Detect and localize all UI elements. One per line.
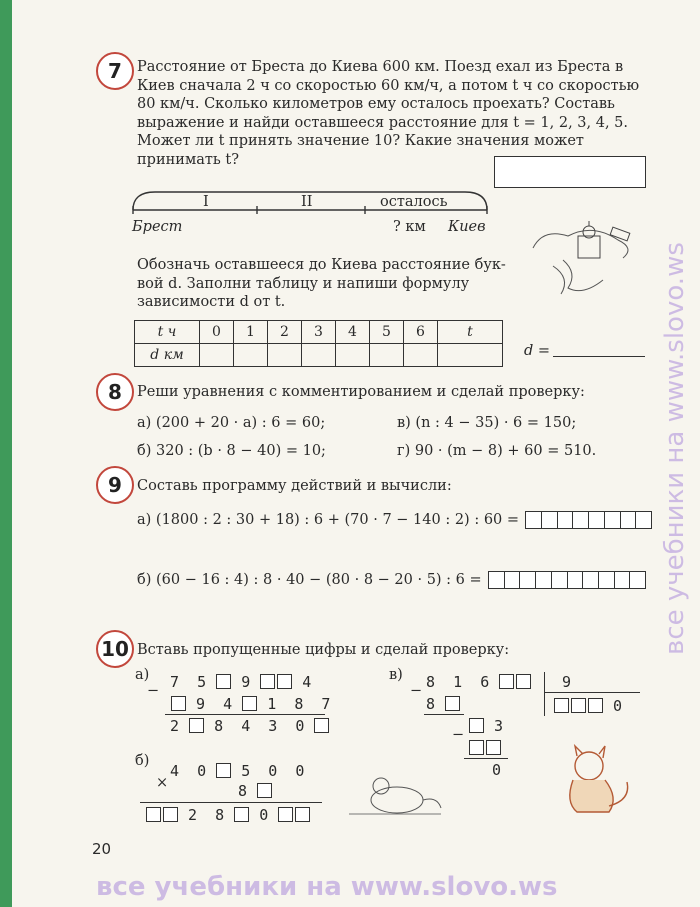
digit: 1 bbox=[453, 673, 463, 691]
missing-digit-box[interactable] bbox=[216, 763, 231, 778]
digit: 6 bbox=[480, 673, 490, 691]
digit: 4 bbox=[302, 673, 312, 691]
missing-digit-box[interactable] bbox=[445, 696, 460, 711]
task-8-title: Реши уравнения с комментированием и сделай проверку: bbox=[137, 384, 585, 400]
task-8-number: 8 bbox=[96, 373, 134, 411]
unknown-distance: ? км bbox=[393, 219, 426, 235]
part-v-label: в) bbox=[389, 667, 403, 683]
division-step-2 bbox=[468, 717, 503, 735]
digit: 8 bbox=[426, 673, 436, 691]
table-input-cell[interactable] bbox=[302, 344, 336, 367]
segment-label-remaining: осталось bbox=[380, 194, 448, 210]
digit: 1 bbox=[267, 695, 277, 713]
table-input-cell[interactable] bbox=[404, 344, 438, 367]
task-10-number: 10 bbox=[96, 630, 134, 668]
subtraction-result bbox=[170, 717, 330, 735]
equation-b: б) 320 : (b · 8 − 40) = 10; bbox=[137, 443, 326, 459]
table-cell: 0 bbox=[200, 321, 234, 344]
task-7-answer-box[interactable] bbox=[494, 156, 646, 188]
part-a-label: а) bbox=[135, 667, 150, 683]
expression-b-text: б) (60 − 16 : 4) : 8 · 40 − (80 · 8 − 20 · 5) : 6 = bbox=[137, 572, 482, 588]
division-bracket-horizontal bbox=[544, 692, 640, 693]
division-line-1 bbox=[424, 714, 464, 715]
missing-digit-box[interactable] bbox=[469, 718, 484, 733]
missing-digit-box[interactable] bbox=[278, 807, 293, 822]
digit: 8 bbox=[238, 782, 248, 800]
digit: 4 bbox=[241, 717, 251, 735]
task-7-line: вой d. Заполни таблицу и напиши формулу bbox=[137, 275, 470, 292]
digit: 3 bbox=[268, 717, 278, 735]
table-row bbox=[135, 344, 503, 367]
division-step-1 bbox=[426, 695, 461, 713]
table-input-cell[interactable] bbox=[336, 344, 370, 367]
division-bracket-vertical bbox=[544, 672, 545, 716]
missing-digit-box[interactable] bbox=[314, 718, 329, 733]
table-input-cell[interactable] bbox=[268, 344, 302, 367]
dividend bbox=[426, 673, 532, 691]
quotient bbox=[553, 697, 622, 715]
bottom-watermark: все учебники на www.slovo.ws bbox=[96, 872, 558, 902]
missing-digit-box[interactable] bbox=[257, 783, 272, 798]
task-7-number: 7 bbox=[96, 52, 134, 90]
result-line-a bbox=[165, 714, 325, 715]
task-7-text bbox=[137, 58, 657, 169]
table-cell: d км bbox=[135, 344, 200, 367]
missing-digit-box[interactable] bbox=[163, 807, 178, 822]
task-7-text-2 bbox=[137, 256, 517, 312]
table-input-cell[interactable] bbox=[370, 344, 404, 367]
digit: 2 bbox=[188, 806, 198, 824]
task-7-line: зависимости d от t. bbox=[137, 294, 286, 310]
kiev-sketch-image bbox=[523, 218, 643, 298]
city-brest: Брест bbox=[132, 219, 183, 235]
missing-digit-box[interactable] bbox=[554, 698, 569, 713]
digit: 3 bbox=[494, 717, 504, 735]
side-watermark: все учебники на www.slovo.ws bbox=[660, 242, 690, 655]
formula-answer-line[interactable] bbox=[553, 356, 645, 357]
digit: 4 bbox=[223, 695, 233, 713]
task-7-line: Расстояние от Бреста до Киева 600 км. Поезд ехал из Бреста в bbox=[137, 59, 624, 75]
equation-v: в) (n : 4 − 35) · 6 = 150; bbox=[397, 415, 577, 431]
distance-table bbox=[134, 320, 503, 367]
expression-a bbox=[137, 511, 652, 530]
missing-digit-box[interactable] bbox=[260, 674, 275, 689]
minus-sign-a: − bbox=[147, 683, 160, 699]
task-7-line: Может ли t принять значение 10? Какие значения может bbox=[137, 133, 584, 149]
table-cell: 2 bbox=[268, 321, 302, 344]
digit: 9 bbox=[196, 695, 206, 713]
missing-digit-box[interactable] bbox=[486, 740, 501, 755]
digit: 7 bbox=[321, 695, 331, 713]
task-9-number: 9 bbox=[96, 466, 134, 504]
table-row bbox=[135, 321, 503, 344]
task-7-line: Киев сначала 2 ч со скоростью 60 км/ч, а потом t ч со скоростью bbox=[137, 77, 640, 94]
table-cell: 5 bbox=[370, 321, 404, 344]
missing-digit-box[interactable] bbox=[234, 807, 249, 822]
segment-label-1: I bbox=[203, 194, 209, 210]
missing-digit-box[interactable] bbox=[571, 698, 586, 713]
table-input-cell[interactable] bbox=[200, 344, 234, 367]
missing-digit-box[interactable] bbox=[146, 807, 161, 822]
digit: 0 bbox=[268, 762, 278, 780]
digit: 7 bbox=[170, 673, 180, 691]
digit: 8 bbox=[214, 717, 224, 735]
missing-digit-box[interactable] bbox=[277, 674, 292, 689]
times-sign: × bbox=[156, 775, 169, 791]
digit: 4 bbox=[170, 762, 180, 780]
page-edge-bar bbox=[0, 0, 12, 907]
task-7-line: 80 км/ч. Сколько километров ему осталось проехать? Составь bbox=[137, 96, 615, 112]
equation-a: а) (200 + 20 · a) : 6 = 60; bbox=[137, 415, 326, 431]
table-cell: 6 bbox=[404, 321, 438, 344]
digit: 0 bbox=[197, 762, 207, 780]
answer-cells-b[interactable] bbox=[489, 571, 646, 589]
digit: 0 bbox=[295, 762, 305, 780]
minus-sign-v2: − bbox=[452, 727, 465, 743]
digit: 8 bbox=[215, 806, 225, 824]
part-b-label: б) bbox=[135, 753, 150, 769]
task-7-line: Обозначь оставшееся до Киева расстояние бук- bbox=[137, 257, 506, 273]
table-cell: 3 bbox=[302, 321, 336, 344]
subtraction-row-2 bbox=[170, 695, 330, 713]
result-line-b bbox=[140, 802, 322, 803]
missing-digit-box[interactable] bbox=[242, 696, 257, 711]
table-input-cell[interactable] bbox=[234, 344, 268, 367]
minus-sign-v: − bbox=[410, 683, 423, 699]
divisor: 9 bbox=[562, 673, 572, 691]
table-cell: 4 bbox=[336, 321, 370, 344]
equation-g: г) 90 · (m − 8) + 60 = 510. bbox=[397, 443, 597, 459]
multiplication-result bbox=[145, 806, 311, 824]
digit: 5 bbox=[241, 762, 251, 780]
table-cell: t bbox=[438, 321, 503, 344]
segment-label-2: II bbox=[301, 194, 313, 210]
digit: 8 bbox=[294, 695, 304, 713]
multiplication-row-1 bbox=[170, 762, 304, 780]
digit: 8 bbox=[426, 695, 436, 713]
division-step-3 bbox=[468, 739, 502, 757]
digit: 9 bbox=[241, 673, 251, 691]
expression-b bbox=[137, 571, 646, 590]
digit: 0 bbox=[613, 697, 623, 715]
missing-digit-box[interactable] bbox=[295, 807, 310, 822]
missing-digit-box[interactable] bbox=[499, 674, 514, 689]
city-kiev: Киев bbox=[448, 219, 486, 235]
missing-digit-box[interactable] bbox=[171, 696, 186, 711]
division-remainder: 0 bbox=[492, 761, 502, 779]
digit: 0 bbox=[295, 717, 305, 735]
table-input-cell[interactable] bbox=[438, 344, 503, 367]
table-cell: t ч bbox=[135, 321, 200, 344]
multiplication-row-2 bbox=[238, 782, 273, 800]
division-line-2 bbox=[464, 758, 508, 759]
missing-digit-box[interactable] bbox=[189, 718, 204, 733]
subtraction-row-1 bbox=[170, 673, 311, 691]
missing-digit-box[interactable] bbox=[516, 674, 531, 689]
expression-a-text: а) (1800 : 2 : 30 + 18) : 6 + (70 · 7 − 140 : 2) : 60 = bbox=[137, 512, 520, 528]
missing-digit-box[interactable] bbox=[588, 698, 603, 713]
page-number: 20 bbox=[92, 840, 112, 858]
task-7-line: принимать t? bbox=[137, 151, 239, 168]
task-10-title: Вставь пропущенные цифры и сделай проверку: bbox=[137, 642, 510, 658]
task-9-title: Составь программу действий и вычисли: bbox=[137, 478, 452, 494]
missing-digit-box[interactable] bbox=[469, 740, 484, 755]
formula-label: d = bbox=[524, 343, 551, 359]
missing-digit-box[interactable] bbox=[216, 674, 231, 689]
digit: 5 bbox=[197, 673, 207, 691]
table-cell: 1 bbox=[234, 321, 268, 344]
cat-sketch-image bbox=[547, 742, 637, 820]
mouse-sketch-image bbox=[345, 768, 445, 820]
digit: 0 bbox=[259, 806, 269, 824]
digit: 2 bbox=[170, 717, 180, 735]
task-7-line: выражение и найди оставшееся расстояние для t = 1, 2, 3, 4, 5. bbox=[137, 114, 629, 131]
answer-cells-a[interactable] bbox=[527, 511, 653, 529]
